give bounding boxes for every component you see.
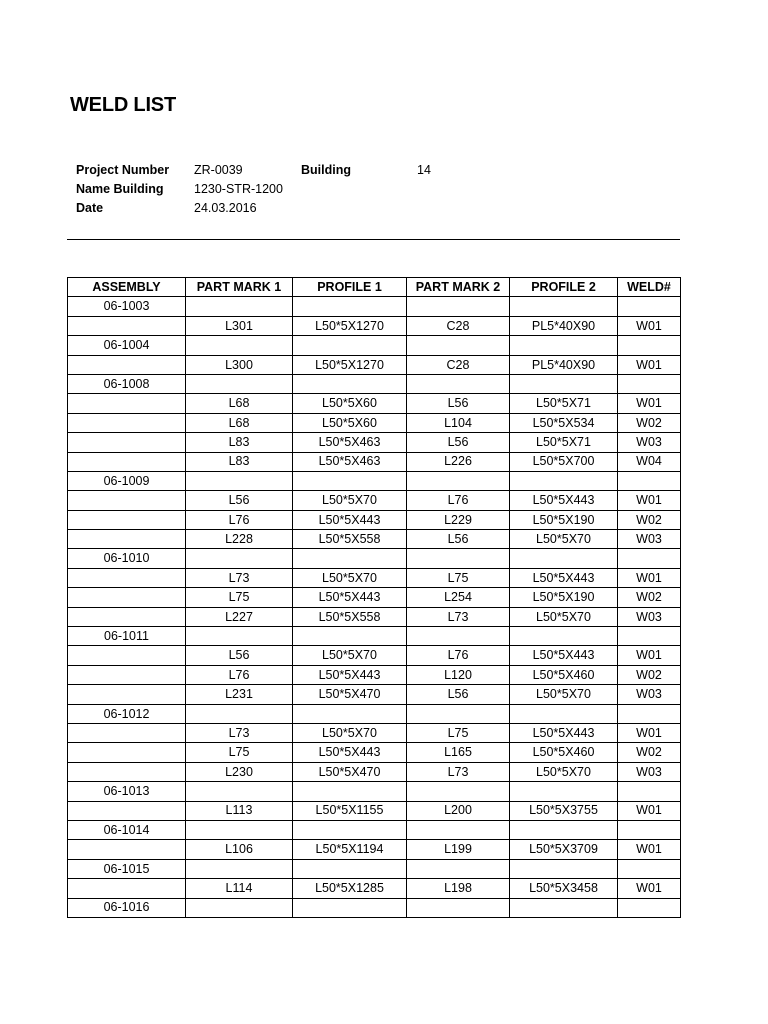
profile-1-cell: L50*5X70 xyxy=(293,568,407,587)
table-row xyxy=(68,665,681,684)
profile-2-cell: L50*5X3458 xyxy=(510,879,618,898)
assembly-cell xyxy=(68,762,186,781)
profile-1-cell: L50*5X60 xyxy=(293,413,407,432)
assembly-cell: 06-1004 xyxy=(68,336,186,355)
building-label: Building xyxy=(301,163,351,177)
part-mark-1-cell: L75 xyxy=(186,588,293,607)
profile-2-cell: L50*5X443 xyxy=(510,491,618,510)
part-mark-2-cell: L76 xyxy=(407,646,510,665)
assembly-cell: 06-1010 xyxy=(68,549,186,568)
part-mark-2-cell: L229 xyxy=(407,510,510,529)
profile-2-cell xyxy=(510,374,618,393)
profile-2-cell: L50*5X3755 xyxy=(510,801,618,820)
part-mark-2-cell: L56 xyxy=(407,394,510,413)
part-mark-2-cell: L56 xyxy=(407,685,510,704)
part-mark-2-cell xyxy=(407,820,510,839)
profile-1-cell: L50*5X463 xyxy=(293,452,407,471)
part-mark-2-cell: L76 xyxy=(407,491,510,510)
assembly-cell xyxy=(68,491,186,510)
part-mark-1-cell: L75 xyxy=(186,743,293,762)
profile-1-cell: L50*5X443 xyxy=(293,588,407,607)
weld-number-cell: W01 xyxy=(618,840,681,859)
assembly-cell xyxy=(68,413,186,432)
part-mark-2-cell: L73 xyxy=(407,607,510,626)
profile-1-cell xyxy=(293,471,407,490)
part-mark-2-cell: L56 xyxy=(407,530,510,549)
profile-2-cell: L50*5X3709 xyxy=(510,840,618,859)
table-row xyxy=(68,782,681,801)
profile-1-cell: L50*5X463 xyxy=(293,433,407,452)
table-row xyxy=(68,452,681,471)
weld-number-cell: W02 xyxy=(618,510,681,529)
assembly-cell xyxy=(68,646,186,665)
part-mark-2-cell xyxy=(407,782,510,801)
weld-number-cell xyxy=(618,820,681,839)
part-mark-1-cell: L56 xyxy=(186,646,293,665)
table-row xyxy=(68,530,681,549)
profile-1-cell: L50*5X1194 xyxy=(293,840,407,859)
profile-1-cell: L50*5X558 xyxy=(293,530,407,549)
profile-1-cell: L50*5X470 xyxy=(293,685,407,704)
weld-number-cell: W01 xyxy=(618,568,681,587)
weld-number-cell xyxy=(618,859,681,878)
profile-1-cell xyxy=(293,704,407,723)
weld-number-cell: W02 xyxy=(618,743,681,762)
part-mark-1-cell: L114 xyxy=(186,879,293,898)
part-mark-1-cell xyxy=(186,627,293,646)
profile-2-cell xyxy=(510,820,618,839)
profile-1-cell: L50*5X443 xyxy=(293,743,407,762)
weld-number-cell: W01 xyxy=(618,355,681,374)
profile-2-cell: L50*5X534 xyxy=(510,413,618,432)
part-mark-1-cell xyxy=(186,297,293,316)
part-mark-2-cell: L165 xyxy=(407,743,510,762)
weld-number-cell: W03 xyxy=(618,607,681,626)
table-row xyxy=(68,627,681,646)
weld-number-cell: W01 xyxy=(618,491,681,510)
weld-number-cell xyxy=(618,549,681,568)
part-mark-2-cell: L198 xyxy=(407,879,510,898)
profile-2-cell xyxy=(510,627,618,646)
table-row xyxy=(68,898,681,917)
profile-1-cell: L50*5X443 xyxy=(293,665,407,684)
profile-1-cell xyxy=(293,627,407,646)
table-row xyxy=(68,491,681,510)
weld-number-cell xyxy=(618,336,681,355)
part-mark-1-cell: L73 xyxy=(186,723,293,742)
table-row xyxy=(68,394,681,413)
column-header-part-mark-2: PART MARK 2 xyxy=(407,278,510,297)
part-mark-1-cell: L231 xyxy=(186,685,293,704)
profile-1-cell xyxy=(293,297,407,316)
part-mark-1-cell: L230 xyxy=(186,762,293,781)
profile-2-cell xyxy=(510,471,618,490)
part-mark-1-cell: L73 xyxy=(186,568,293,587)
column-header-assembly: ASSEMBLY xyxy=(68,278,186,297)
table-row xyxy=(68,374,681,393)
project-number-value: ZR-0039 xyxy=(194,163,243,177)
assembly-cell xyxy=(68,607,186,626)
table-row xyxy=(68,879,681,898)
part-mark-2-cell: C28 xyxy=(407,316,510,335)
assembly-cell xyxy=(68,879,186,898)
table-row xyxy=(68,588,681,607)
part-mark-2-cell: L226 xyxy=(407,452,510,471)
part-mark-2-cell: L56 xyxy=(407,433,510,452)
profile-1-cell: L50*5X443 xyxy=(293,510,407,529)
assembly-cell xyxy=(68,433,186,452)
assembly-cell: 06-1003 xyxy=(68,297,186,316)
part-mark-1-cell: L106 xyxy=(186,840,293,859)
profile-2-cell: L50*5X71 xyxy=(510,394,618,413)
profile-2-cell xyxy=(510,859,618,878)
part-mark-2-cell: L199 xyxy=(407,840,510,859)
profile-1-cell xyxy=(293,374,407,393)
profile-2-cell: L50*5X190 xyxy=(510,510,618,529)
part-mark-2-cell: L254 xyxy=(407,588,510,607)
part-mark-1-cell: L83 xyxy=(186,452,293,471)
part-mark-2-cell xyxy=(407,704,510,723)
weld-number-cell xyxy=(618,782,681,801)
profile-2-cell: L50*5X443 xyxy=(510,646,618,665)
table-row xyxy=(68,471,681,490)
weld-number-cell xyxy=(618,374,681,393)
part-mark-2-cell: C28 xyxy=(407,355,510,374)
date-label: Date xyxy=(76,201,104,215)
part-mark-2-cell xyxy=(407,898,510,917)
weld-number-cell: W02 xyxy=(618,665,681,684)
project-number-label: Project Number xyxy=(76,163,170,177)
part-mark-1-cell xyxy=(186,336,293,355)
weld-number-cell: W03 xyxy=(618,685,681,704)
weld-number-cell xyxy=(618,627,681,646)
weld-number-cell: W03 xyxy=(618,530,681,549)
profile-2-cell: L50*5X443 xyxy=(510,723,618,742)
part-mark-1-cell: L301 xyxy=(186,316,293,335)
assembly-cell: 06-1016 xyxy=(68,898,186,917)
table-row xyxy=(68,801,681,820)
weld-number-cell: W04 xyxy=(618,452,681,471)
part-mark-1-cell: L113 xyxy=(186,801,293,820)
part-mark-2-cell xyxy=(407,471,510,490)
weld-number-cell: W03 xyxy=(618,762,681,781)
part-mark-2-cell xyxy=(407,336,510,355)
profile-2-cell: L50*5X70 xyxy=(510,685,618,704)
table-header-row xyxy=(68,278,681,297)
profile-1-cell: L50*5X470 xyxy=(293,762,407,781)
date-value: 24.03.2016 xyxy=(194,201,257,215)
profile-1-cell: L50*5X1270 xyxy=(293,355,407,374)
part-mark-2-cell xyxy=(407,297,510,316)
part-mark-2-cell: L104 xyxy=(407,413,510,432)
assembly-cell xyxy=(68,510,186,529)
profile-1-cell xyxy=(293,782,407,801)
assembly-cell: 06-1012 xyxy=(68,704,186,723)
table-row xyxy=(68,840,681,859)
part-mark-1-cell: L56 xyxy=(186,491,293,510)
column-header-profile-2: PROFILE 2 xyxy=(510,278,618,297)
weld-number-cell xyxy=(618,471,681,490)
profile-2-cell xyxy=(510,782,618,801)
profile-1-cell xyxy=(293,859,407,878)
table-row xyxy=(68,413,681,432)
weld-number-cell: W01 xyxy=(618,723,681,742)
weld-number-cell: W01 xyxy=(618,879,681,898)
table-row xyxy=(68,568,681,587)
part-mark-1-cell: L300 xyxy=(186,355,293,374)
assembly-cell xyxy=(68,743,186,762)
part-mark-1-cell xyxy=(186,549,293,568)
profile-2-cell xyxy=(510,336,618,355)
weld-table xyxy=(67,277,681,918)
assembly-cell: 06-1013 xyxy=(68,782,186,801)
table-row xyxy=(68,336,681,355)
building-value: 14 xyxy=(417,163,431,177)
assembly-cell xyxy=(68,530,186,549)
profile-1-cell: L50*5X1285 xyxy=(293,879,407,898)
assembly-cell xyxy=(68,840,186,859)
profile-2-cell: L50*5X460 xyxy=(510,743,618,762)
table-row xyxy=(68,549,681,568)
table-row xyxy=(68,685,681,704)
profile-1-cell xyxy=(293,820,407,839)
part-mark-1-cell xyxy=(186,704,293,723)
part-mark-1-cell: L68 xyxy=(186,413,293,432)
assembly-cell xyxy=(68,665,186,684)
part-mark-2-cell: L200 xyxy=(407,801,510,820)
profile-1-cell: L50*5X70 xyxy=(293,491,407,510)
column-header-weld-number: WELD# xyxy=(618,278,681,297)
table-row xyxy=(68,607,681,626)
table-row xyxy=(68,355,681,374)
assembly-cell xyxy=(68,568,186,587)
part-mark-1-cell: L76 xyxy=(186,665,293,684)
assembly-cell: 06-1009 xyxy=(68,471,186,490)
weld-number-cell: W01 xyxy=(618,801,681,820)
profile-1-cell: L50*5X1270 xyxy=(293,316,407,335)
weld-number-cell: W01 xyxy=(618,646,681,665)
assembly-cell xyxy=(68,316,186,335)
part-mark-1-cell xyxy=(186,782,293,801)
table-row xyxy=(68,316,681,335)
name-building-value: 1230-STR-1200 xyxy=(194,182,283,196)
part-mark-1-cell xyxy=(186,471,293,490)
part-mark-2-cell: L75 xyxy=(407,568,510,587)
weld-number-cell: W03 xyxy=(618,433,681,452)
profile-1-cell xyxy=(293,549,407,568)
assembly-cell: 06-1015 xyxy=(68,859,186,878)
part-mark-2-cell xyxy=(407,627,510,646)
weld-number-cell: W02 xyxy=(618,588,681,607)
part-mark-1-cell xyxy=(186,859,293,878)
assembly-cell xyxy=(68,394,186,413)
profile-1-cell: L50*5X70 xyxy=(293,723,407,742)
profile-2-cell xyxy=(510,549,618,568)
profile-2-cell: L50*5X70 xyxy=(510,530,618,549)
weld-number-cell xyxy=(618,704,681,723)
name-building-label: Name Building xyxy=(76,182,164,196)
part-mark-1-cell: L76 xyxy=(186,510,293,529)
table-row xyxy=(68,646,681,665)
part-mark-1-cell xyxy=(186,820,293,839)
part-mark-2-cell xyxy=(407,859,510,878)
profile-2-cell xyxy=(510,297,618,316)
column-header-part-mark-1: PART MARK 1 xyxy=(186,278,293,297)
table-row xyxy=(68,762,681,781)
part-mark-1-cell: L83 xyxy=(186,433,293,452)
part-mark-1-cell xyxy=(186,374,293,393)
profile-1-cell: L50*5X60 xyxy=(293,394,407,413)
profile-1-cell: L50*5X558 xyxy=(293,607,407,626)
assembly-cell: 06-1011 xyxy=(68,627,186,646)
table-row xyxy=(68,723,681,742)
profile-2-cell: L50*5X443 xyxy=(510,568,618,587)
part-mark-1-cell xyxy=(186,898,293,917)
assembly-cell xyxy=(68,685,186,704)
profile-2-cell: L50*5X70 xyxy=(510,762,618,781)
profile-2-cell: L50*5X71 xyxy=(510,433,618,452)
table-row xyxy=(68,743,681,762)
assembly-cell xyxy=(68,801,186,820)
profile-2-cell: PL5*40X90 xyxy=(510,355,618,374)
part-mark-1-cell: L228 xyxy=(186,530,293,549)
profile-2-cell: L50*5X70 xyxy=(510,607,618,626)
assembly-cell xyxy=(68,452,186,471)
profile-2-cell: L50*5X190 xyxy=(510,588,618,607)
weld-number-cell: W01 xyxy=(618,316,681,335)
profile-1-cell: L50*5X70 xyxy=(293,646,407,665)
part-mark-2-cell xyxy=(407,549,510,568)
weld-number-cell xyxy=(618,898,681,917)
part-mark-1-cell: L227 xyxy=(186,607,293,626)
profile-2-cell xyxy=(510,898,618,917)
weld-number-cell xyxy=(618,297,681,316)
column-header-profile-1: PROFILE 1 xyxy=(293,278,407,297)
part-mark-2-cell: L75 xyxy=(407,723,510,742)
table-row xyxy=(68,297,681,316)
part-mark-2-cell xyxy=(407,374,510,393)
profile-1-cell xyxy=(293,898,407,917)
profile-2-cell xyxy=(510,704,618,723)
profile-1-cell: L50*5X1155 xyxy=(293,801,407,820)
part-mark-2-cell: L73 xyxy=(407,762,510,781)
table-row xyxy=(68,704,681,723)
profile-2-cell: L50*5X700 xyxy=(510,452,618,471)
assembly-cell xyxy=(68,723,186,742)
table-row xyxy=(68,820,681,839)
table-row xyxy=(68,433,681,452)
table-row xyxy=(68,859,681,878)
profile-1-cell xyxy=(293,336,407,355)
assembly-cell xyxy=(68,588,186,607)
weld-number-cell: W02 xyxy=(618,413,681,432)
assembly-cell xyxy=(68,355,186,374)
profile-2-cell: PL5*40X90 xyxy=(510,316,618,335)
part-mark-2-cell: L120 xyxy=(407,665,510,684)
weld-number-cell: W01 xyxy=(618,394,681,413)
part-mark-1-cell: L68 xyxy=(186,394,293,413)
page-title: WELD LIST xyxy=(70,94,176,116)
assembly-cell: 06-1014 xyxy=(68,820,186,839)
table-row xyxy=(68,510,681,529)
assembly-cell: 06-1008 xyxy=(68,374,186,393)
header-divider xyxy=(67,239,680,240)
profile-2-cell: L50*5X460 xyxy=(510,665,618,684)
